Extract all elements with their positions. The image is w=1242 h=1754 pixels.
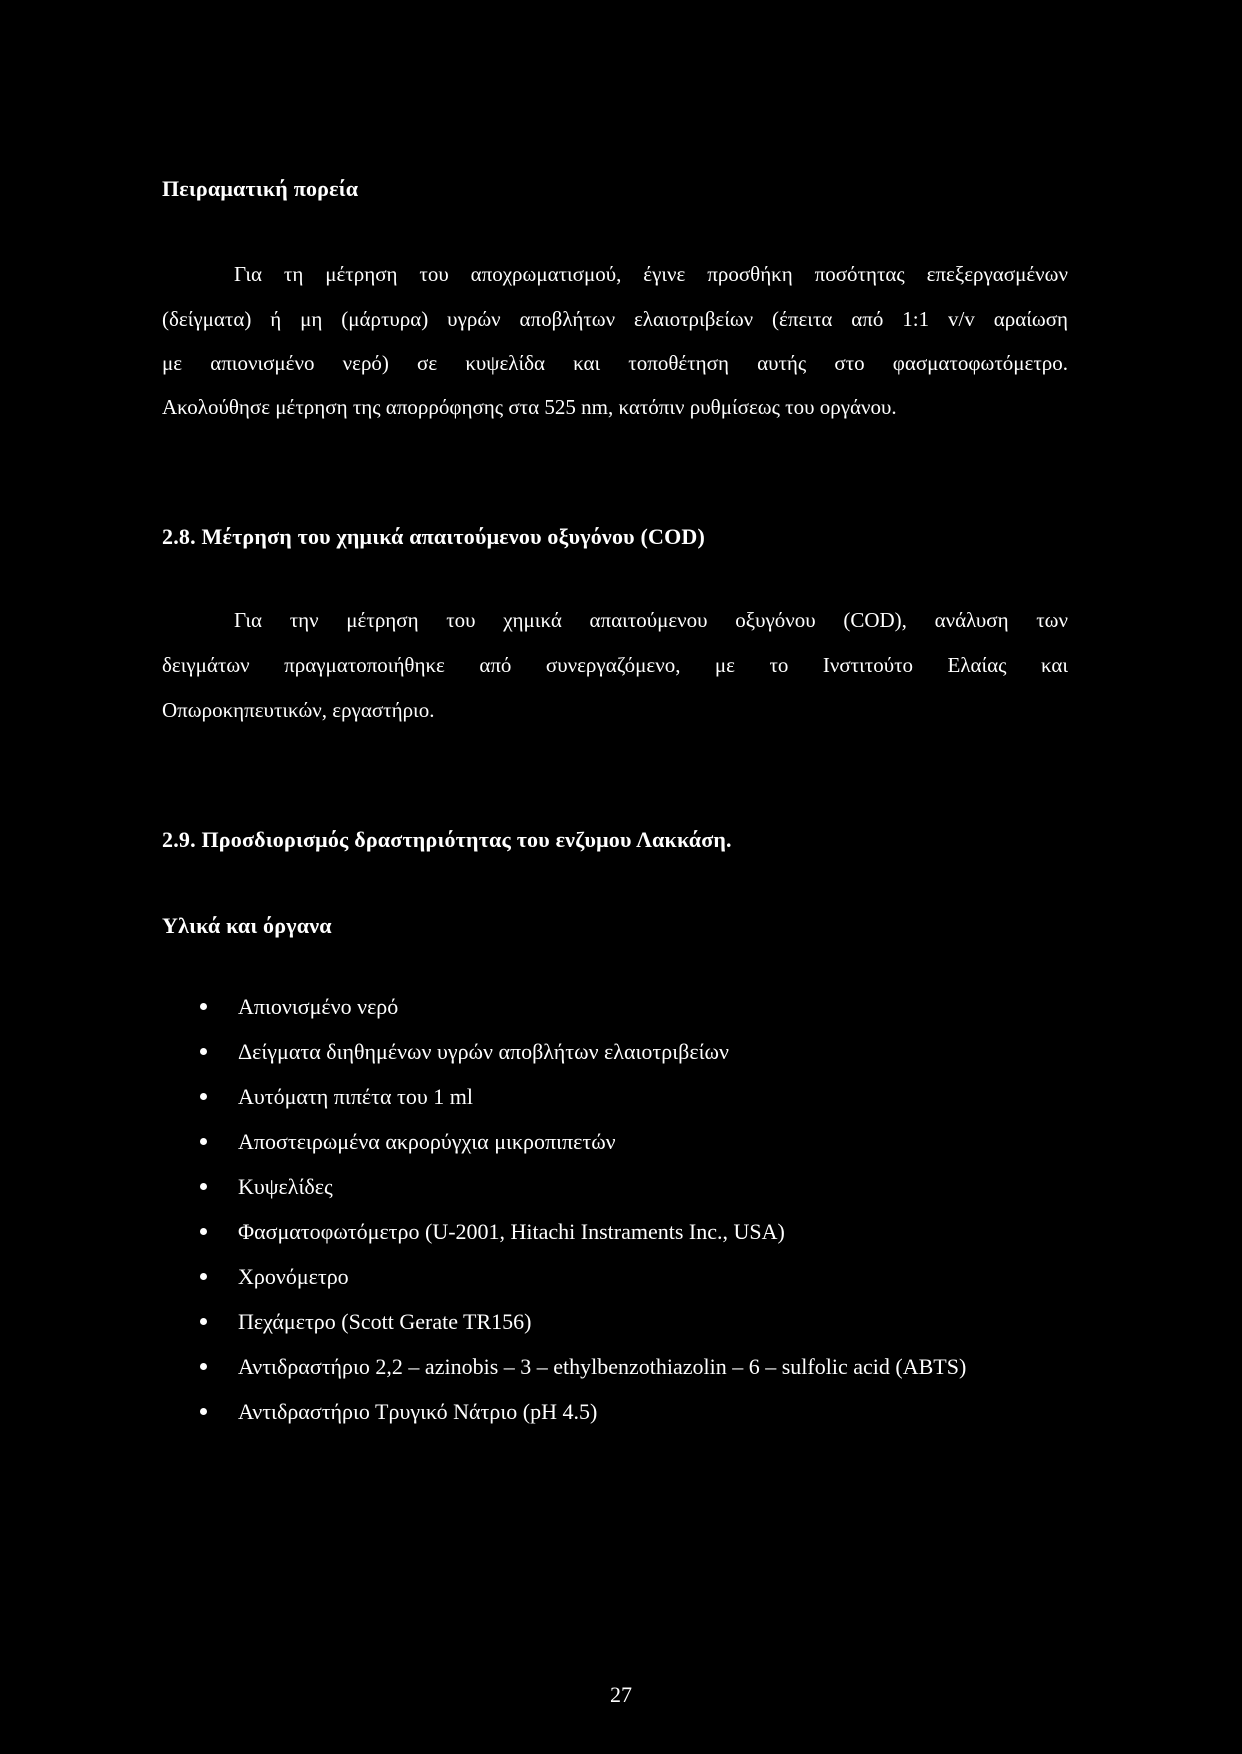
bullet-icon	[200, 1273, 207, 1280]
paragraph-1-line-3: με απιονισμένο νερό) σε κυψελίδα και τοποθέτηση αυτής στο φασματοφωτόμετρο.	[162, 351, 1068, 375]
section-2-8-line-3: Οπωροκηπευτικών, εργαστήριο.	[162, 698, 435, 722]
list-item	[200, 1080, 966, 1125]
bullet-icon	[200, 1138, 207, 1145]
paragraph-1-line-1: Για τη μέτρηση του αποχρωματισμού, έγινε προσθήκη ποσότητας επεξεργασμένων	[234, 262, 1068, 286]
list-item-text: Φασματοφωτόμετρο (U-2001, Hitachi Instraments Inc., USA)	[238, 1219, 785, 1244]
paragraph-1-line-4: Ακολούθησε μέτρηση της απορρόφησης στα 525 nm, κατόπιν ρυθμίσεως του οργάνου.	[162, 395, 897, 419]
list-item-text: Αντιδραστήριο 2,2 – azinobis – 3 – ethylbenzothiazolin – 6 – sulfolic acid (ABTS)	[238, 1354, 967, 1379]
section-2-8-line-2: δειγμάτων πραγματοποιήθηκε από συνεργαζόμενο, με το Ινστιτούτο Ελαίας και	[162, 653, 1068, 677]
list-item-text: Αποστειρωμένα ακρορύγχια μικροπιπετών	[238, 1129, 616, 1154]
list-item	[200, 1125, 966, 1170]
paragraph-1-line-2: (δείγματα) ή μη (μάρτυρα) υγρών αποβλήτων ελαιοτριβείων (έπειτα από 1:1 v/v αραίωση	[162, 307, 1068, 331]
bullet-icon	[200, 1363, 207, 1370]
list-item-text: Πεχάμετρο (Scott Gerate TR156)	[238, 1309, 532, 1334]
list-item	[200, 1170, 966, 1215]
list-item-text: Χρονόμετρο	[238, 1264, 349, 1289]
list-item	[200, 1260, 966, 1305]
list-item-text: Απιονισμένο νερό	[238, 994, 399, 1019]
bullet-icon	[200, 1408, 207, 1415]
bullet-icon	[200, 1048, 207, 1055]
list-item	[200, 1350, 966, 1395]
list-item-text: Κυψελίδες	[238, 1174, 333, 1199]
list-item-text: Δείγματα διηθημένων υγρών αποβλήτων ελαιοτριβείων	[238, 1039, 729, 1064]
bullet-icon	[200, 1318, 207, 1325]
bullet-icon	[200, 1228, 207, 1235]
bullet-icon	[200, 1003, 207, 1010]
list-item	[200, 990, 966, 1035]
section-2-9-heading: 2.9. Προσδιορισμός δραστηριότητας του ενζυμου Λακκάση.	[162, 827, 732, 852]
section-2-8-heading: 2.8. Μέτρηση του χημικά απαιτούμενου οξυγόνου (COD)	[162, 524, 706, 549]
section-2-8-line-1: Για την μέτρηση του χημικά απαιτούμενου οξυγόνου (COD), ανάλυση των	[234, 608, 1068, 632]
list-item-text: Αυτόματη πιπέτα του 1 ml	[238, 1084, 473, 1109]
list-item	[200, 1035, 966, 1080]
materials-subheading: Υλικά και όργανα	[162, 913, 332, 938]
bullet-icon	[200, 1093, 207, 1100]
list-item	[200, 1305, 966, 1350]
materials-list	[200, 990, 966, 1440]
section-title: Πειραματική πορεία	[162, 176, 359, 201]
bullet-icon	[200, 1183, 207, 1190]
page-number: 27	[610, 1682, 632, 1707]
list-item-text: Αντιδραστήριο Τρυγικό Νάτριο (pH 4.5)	[238, 1399, 598, 1424]
list-item	[200, 1215, 966, 1260]
list-item	[200, 1395, 966, 1440]
